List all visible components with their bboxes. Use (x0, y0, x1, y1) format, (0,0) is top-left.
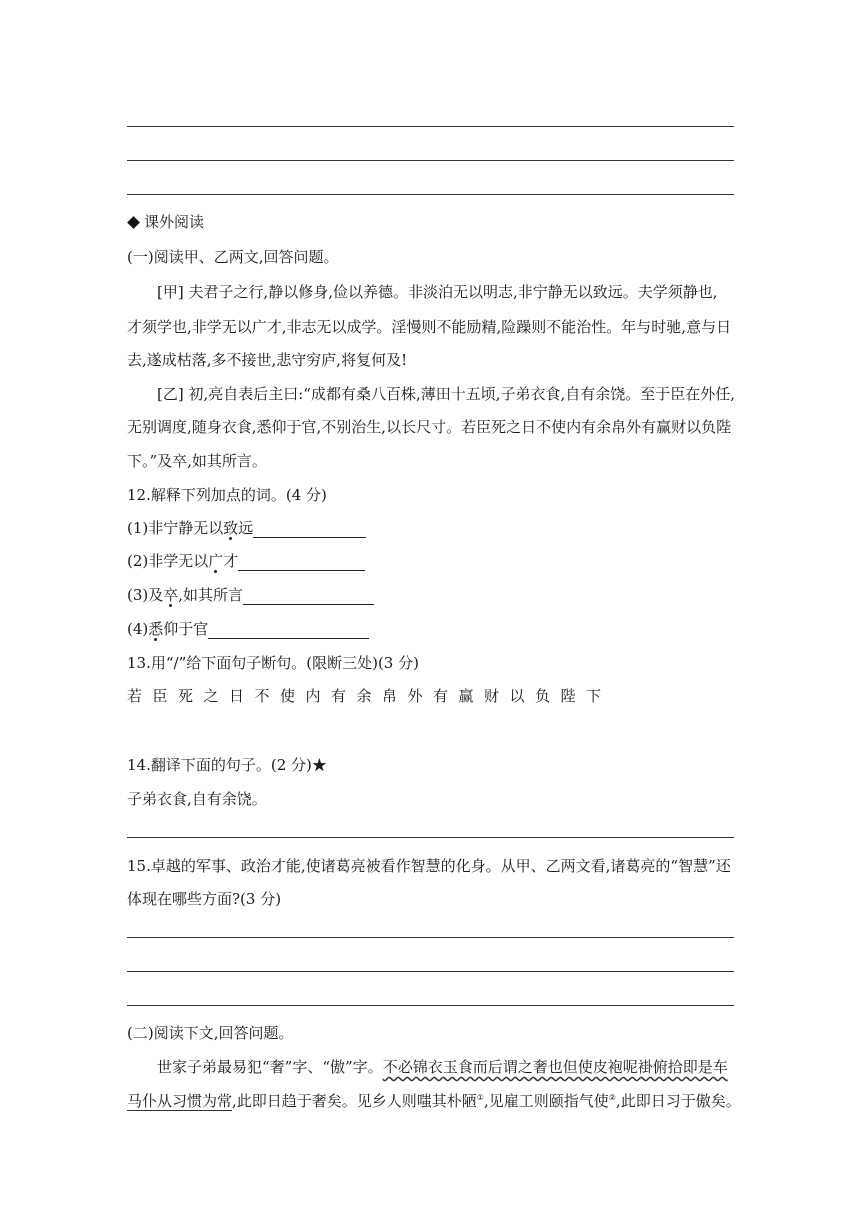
part2-intro: (二)阅读下文,回答问题。 (127, 1024, 294, 1042)
answer-line[interactable] (127, 937, 734, 938)
jia-text-line: [甲] 夫君子之行,静以修身,俭以养德。非淡泊无以明志,非宁静无以致远。夫学须静也, (157, 283, 718, 301)
q14-stem: 14.翻译下面的句子。(2 分)★ (127, 756, 327, 774)
jia-text-line: 才须学也,非学无以广才,非志无以成学。淫慢则不能励精,险躁则不能治性。年与时驰,意与日 (127, 318, 732, 336)
dotted-char: 广 (208, 552, 224, 570)
q12-stem: 12.解释下列加点的词。(4 分) (127, 486, 327, 504)
answer-blank[interactable] (208, 622, 369, 639)
answer-blank[interactable] (243, 588, 374, 605)
q15-stem-line: 15.卓越的军事、政治才能,使诸葛亮被看作智慧的化身。从甲、乙两文看,诸葛亮的“智慧”还 (127, 857, 731, 875)
q12-item-3: (3)及卒,如其所言 (127, 585, 374, 605)
dotted-char: 悉 (148, 620, 164, 638)
answer-line[interactable] (127, 194, 734, 195)
answer-line[interactable] (127, 1005, 734, 1006)
wavy-underlined-text: 不必锦衣玉食而后谓之奢也但使皮袍呢褂俯拾即是车 (382, 1058, 728, 1076)
q12-item-4: (4)悉仰于官 (127, 619, 369, 639)
underlined-text: 马仆从习惯为常 (127, 1092, 233, 1110)
answer-line[interactable] (127, 126, 734, 127)
answer-blank[interactable] (253, 521, 366, 538)
jia-text-line: 去,遂成枯落,多不接世,悲守穷庐,将复何及! (127, 351, 408, 369)
dotted-char: 致 (223, 519, 239, 537)
page (127, 0, 741, 1216)
part2-text-line: 马仆从习惯为常,此即日趋于奢矣。见乡人则嗤其朴陋①,见雇工则颐指气使②,此即日习于傲矣。 (127, 1092, 741, 1110)
q12-item-1: (1)非宁静无以致远 (127, 518, 366, 538)
footnote-mark: ② (608, 1093, 616, 1102)
q13-sentence[interactable]: 若臣死之日不使内有余帛外有赢财以负陛下 (127, 687, 612, 705)
yi-text-line: [乙] 初,亮自表后主曰:“成都有桑八百株,薄田十五顷,子弟衣食,自有余饶。至于臣在外任, (157, 385, 736, 403)
q15-stem-line: 体现在哪些方面?(3 分) (127, 890, 282, 908)
q12-item-2: (2)非学无以广才 (127, 551, 365, 571)
dotted-char: 卒 (163, 586, 179, 604)
answer-line[interactable] (127, 971, 734, 972)
yi-text-line: 下。”及卒,如其所言。 (127, 452, 267, 470)
section-heading: 课外阅读 (127, 212, 204, 232)
footnote-mark: ① (476, 1093, 484, 1102)
part2-text-line: 世家子弟最易犯“奢”字、“傲”字。不必锦衣玉食而后谓之奢也但使皮袍呢褂俯拾即是车 (157, 1058, 728, 1076)
q14-sentence: 子弟衣食,自有余饶。 (127, 790, 267, 808)
q13-stem: 13.用“/”给下面句子断句。(限断三处)(3 分) (127, 654, 419, 672)
yi-text-line: 无别调度,随身衣食,悉仰于官,不别治生,以长尺寸。若臣死之日不使内有余帛外有赢财以负陛 (127, 418, 732, 436)
answer-blank[interactable] (238, 554, 365, 571)
diamond-icon (127, 216, 140, 229)
answer-line[interactable] (127, 160, 734, 161)
answer-line[interactable] (127, 837, 734, 838)
part1-intro: (一)阅读甲、乙两文,回答问题。 (127, 248, 339, 266)
